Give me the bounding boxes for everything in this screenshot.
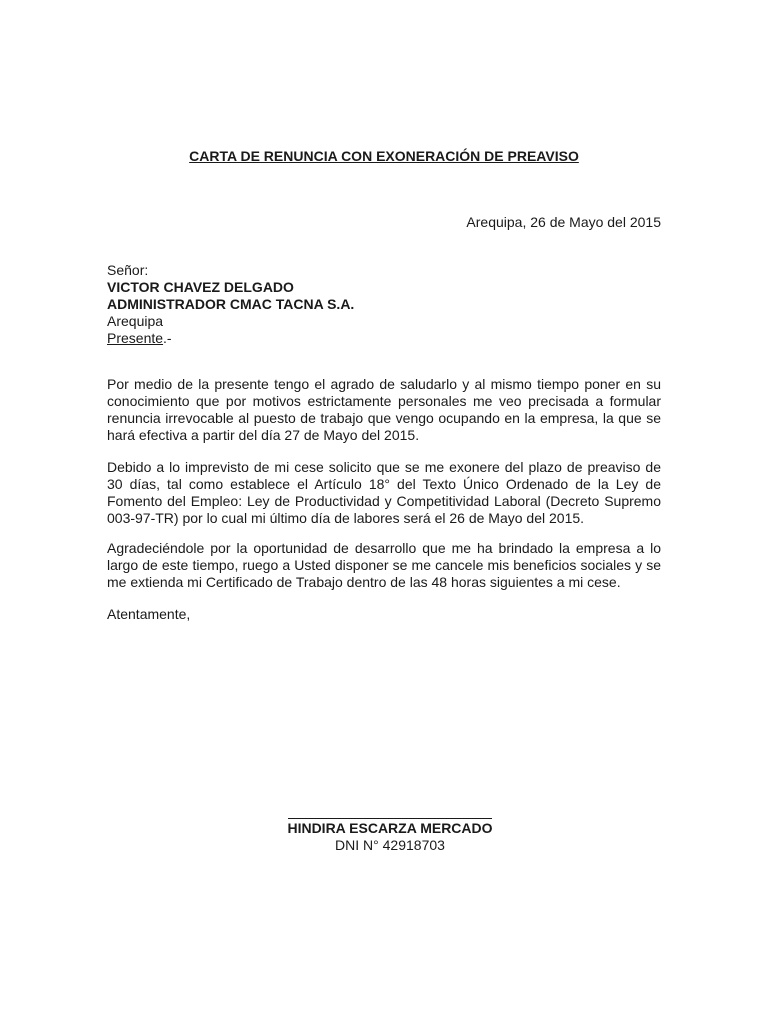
signature-line bbox=[288, 818, 492, 819]
addressee-position: ADMINISTRADOR CMAC TACNA S.A. bbox=[107, 296, 355, 312]
letter-title: CARTA DE RENUNCIA CON EXONERACIÓN DE PREAVISO bbox=[189, 148, 579, 164]
paragraph-3: Agradeciéndole por la oportunidad de desarrollo que me ha brindado la empresa a lo largo de este tiempo, ruego a Usted disponer se me cancele mis beneficios sociales y se me extienda mi Certificado de Trabajo dentro de las 48 horas siguientes a mi cese. bbox=[107, 540, 661, 590]
paragraph-1: Por medio de la presente tengo el agrado de saludarlo y al mismo tiempo poner en su conocimiento que por motivos estrictamente personales me veo precisada a formular renuncia irrevocable al puesto de trabajo que vengo ocupando en la empresa, la que se hará efectiva a partir del día 27 de Mayo del 2015. bbox=[107, 376, 661, 443]
addressee-name: VICTOR CHAVEZ DELGADO bbox=[107, 279, 294, 295]
letter-date: Arequipa, 26 de Mayo del 2015 bbox=[466, 214, 661, 230]
addressee-block bbox=[107, 262, 667, 347]
signer-dni: DNI N° 42918703 bbox=[335, 837, 445, 853]
presente-suffix: .- bbox=[163, 330, 172, 346]
salutation: Señor: bbox=[107, 262, 149, 278]
signer-name: HINDIRA ESCARZA MERCADO bbox=[287, 820, 493, 836]
presente-line bbox=[107, 330, 667, 347]
closing: Atentamente, bbox=[107, 606, 191, 622]
paragraph-2: Debido a lo imprevisto de mi cese solicito que se me exonere del plazo de preaviso de 30 días, tal como establece el Artículo 18° del Texto Único Ordenado de la Ley de Fomento del Empleo: Ley de Productividad y Competitividad Laboral (Decreto Supremo 003-97-TR) por lo cual mi último día de labores será el 26 de Mayo del 2015. bbox=[107, 459, 661, 526]
signature-block bbox=[0, 818, 768, 854]
addressee-city: Arequipa bbox=[107, 313, 164, 329]
presente-text: Presente bbox=[107, 330, 164, 346]
